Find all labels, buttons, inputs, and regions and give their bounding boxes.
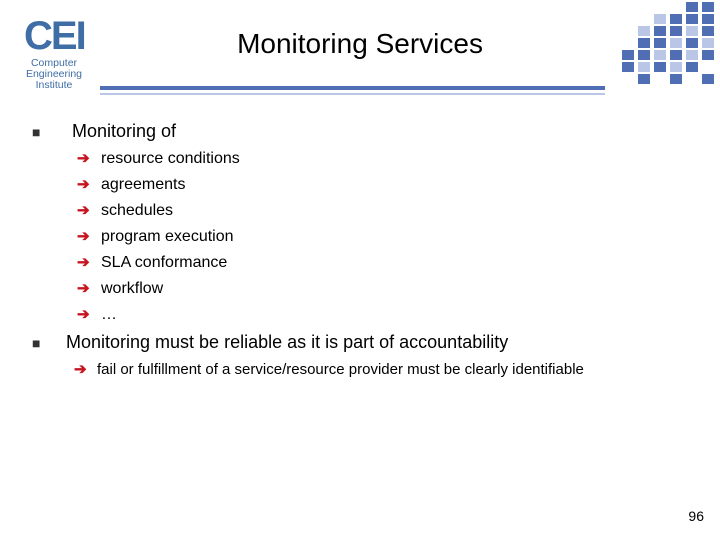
decorative-squares-graphic bbox=[612, 0, 720, 92]
square-bullet-icon: ■ bbox=[32, 335, 41, 351]
arrow-bullet-icon: ➔ bbox=[77, 280, 90, 297]
sub-item: workflow bbox=[101, 280, 164, 297]
title-rule bbox=[100, 86, 605, 90]
sub-item: … bbox=[101, 306, 117, 323]
sub-item: program execution bbox=[101, 228, 234, 245]
title-rule-light bbox=[100, 93, 605, 95]
arrow-bullet-icon: ➔ bbox=[77, 254, 90, 271]
bullet-1-text: Monitoring of bbox=[72, 121, 177, 141]
cei-logo bbox=[20, 12, 90, 92]
arrow-bullet-icon: ➔ bbox=[74, 361, 87, 378]
arrow-bullet-icon: ➔ bbox=[77, 202, 90, 219]
sub-item: SLA conformance bbox=[101, 254, 228, 271]
arrow-bullet-icon: ➔ bbox=[77, 176, 90, 193]
logo-line-1: Computer bbox=[30, 57, 78, 69]
logo-letters: CEI bbox=[24, 14, 85, 58]
arrow-bullet-icon: ➔ bbox=[77, 306, 90, 323]
sub-item: fail or fulfillment of a service/resource provider must be clearly identifiable bbox=[97, 361, 584, 378]
sub-item: resource conditions bbox=[101, 150, 240, 167]
logo-line-2: Engineering bbox=[25, 68, 83, 80]
bullet-2-text: Monitoring must be reliable as it is part of accountability bbox=[66, 332, 509, 352]
logo-line-3: Institute bbox=[35, 79, 73, 91]
arrow-bullet-icon: ➔ bbox=[77, 150, 90, 167]
logo-text bbox=[20, 58, 88, 91]
arrow-bullet-icon: ➔ bbox=[77, 228, 90, 245]
sub-item: schedules bbox=[101, 202, 174, 219]
square-bullet-icon: ■ bbox=[32, 124, 41, 140]
slide-title: Monitoring Services bbox=[237, 28, 483, 59]
sub-item: agreements bbox=[101, 176, 186, 193]
page-number: 96 bbox=[688, 508, 704, 524]
